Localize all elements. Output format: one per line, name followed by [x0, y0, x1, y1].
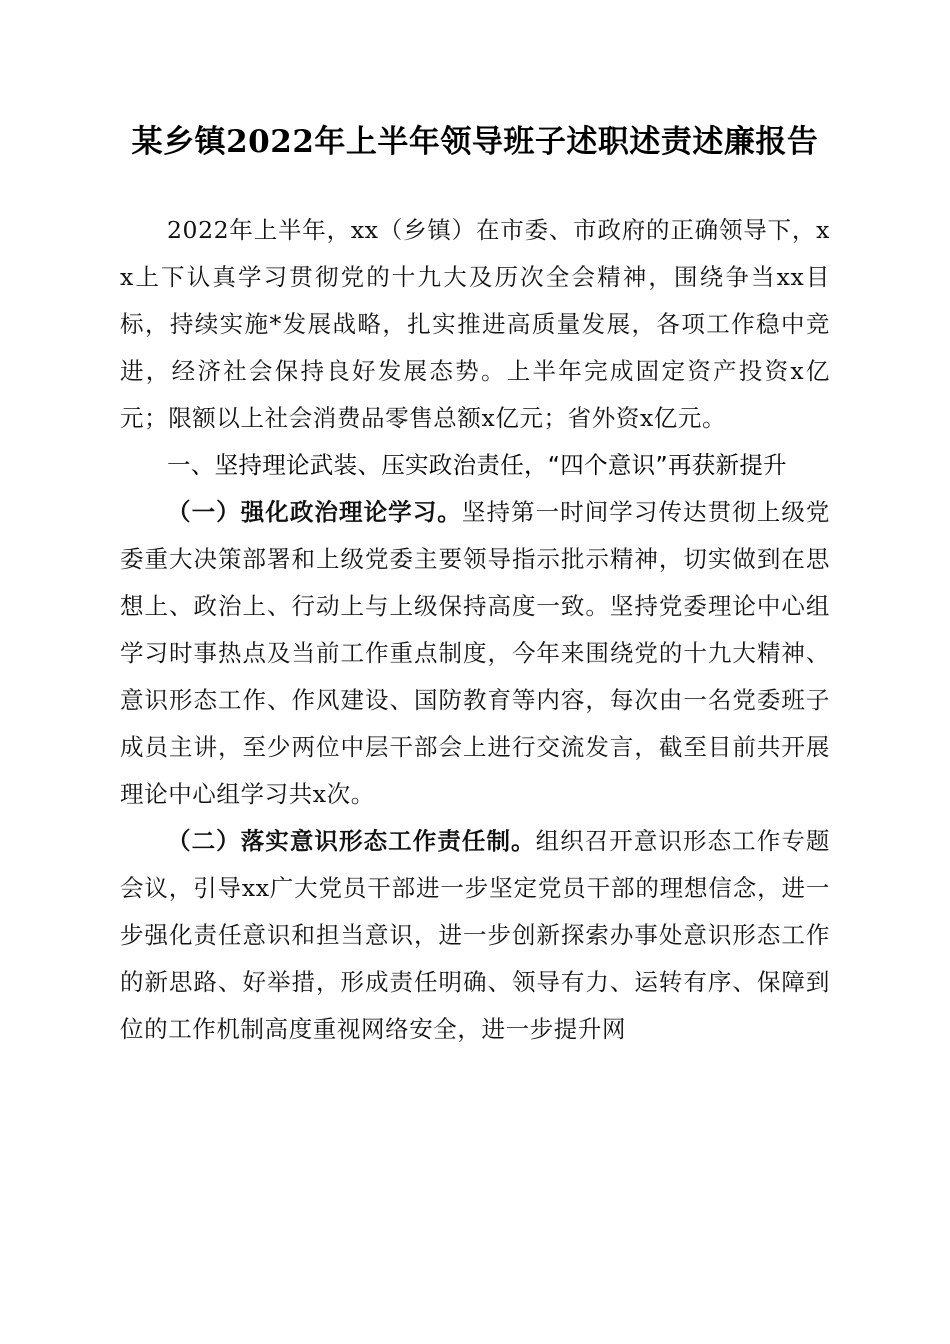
- section-heading-1: 一、坚持理论武装、压实政治责任，“四个意识”再获新提升: [167, 451, 787, 479]
- subsection-paragraph-1: [120, 489, 830, 818]
- subsection-text-1: 坚持第一时间学习传达贯彻上级党委重大决策部署和上级党委主要领导指示批示精神，切实做到在思想上、政治上、行动上与上级保持高度一致。坚持党委理论中心组学习时事热点及当前工作重点制度，今年来围绕党的十九大精神、意识形态工作、作风建设、国防教育等内容，每次由一名党委班子成员主讲，至少两位中层干部会上进行交流发言，截至目前共开展理论中心组学习共x次。: [120, 498, 830, 808]
- subsection-lead-1: （一）强化政治理论学习。: [167, 498, 462, 526]
- subsection-text-2: 组织召开意识形态工作专题会议，引导xx广大党员干部进一步坚定党员干部的理想信念，进一步强化责任意识和担当意识，进一步创新探索办事处意识形态工作的新思路、好举措，形成责任明确、领导有力、运转有序、保障到位的工作机制高度重视网络安全，进一步提升网: [120, 827, 830, 1043]
- subsection-lead-2: （二）落实意识形态工作责任制。: [167, 827, 536, 855]
- subsection-paragraph-2: [120, 818, 830, 1053]
- intro-paragraph: 2022年上半年，xx（乡镇）在市委、市政府的正确领导下，xx上下认真学习贯彻党的十九大及历次全会精神，围绕争当xx目标，持续实施*发展战略，扎实推进高质量发展，各项工作稳中竞进，经济社会保持良好发展态势。上半年完成固定资产投资x亿元；限额以上社会消费品零售总额x亿元；省外资x亿元。: [120, 216, 830, 432]
- document-body: [120, 118, 830, 1053]
- page-title: 某乡镇2022年上半年领导班子述职述责述廉报告: [131, 124, 819, 160]
